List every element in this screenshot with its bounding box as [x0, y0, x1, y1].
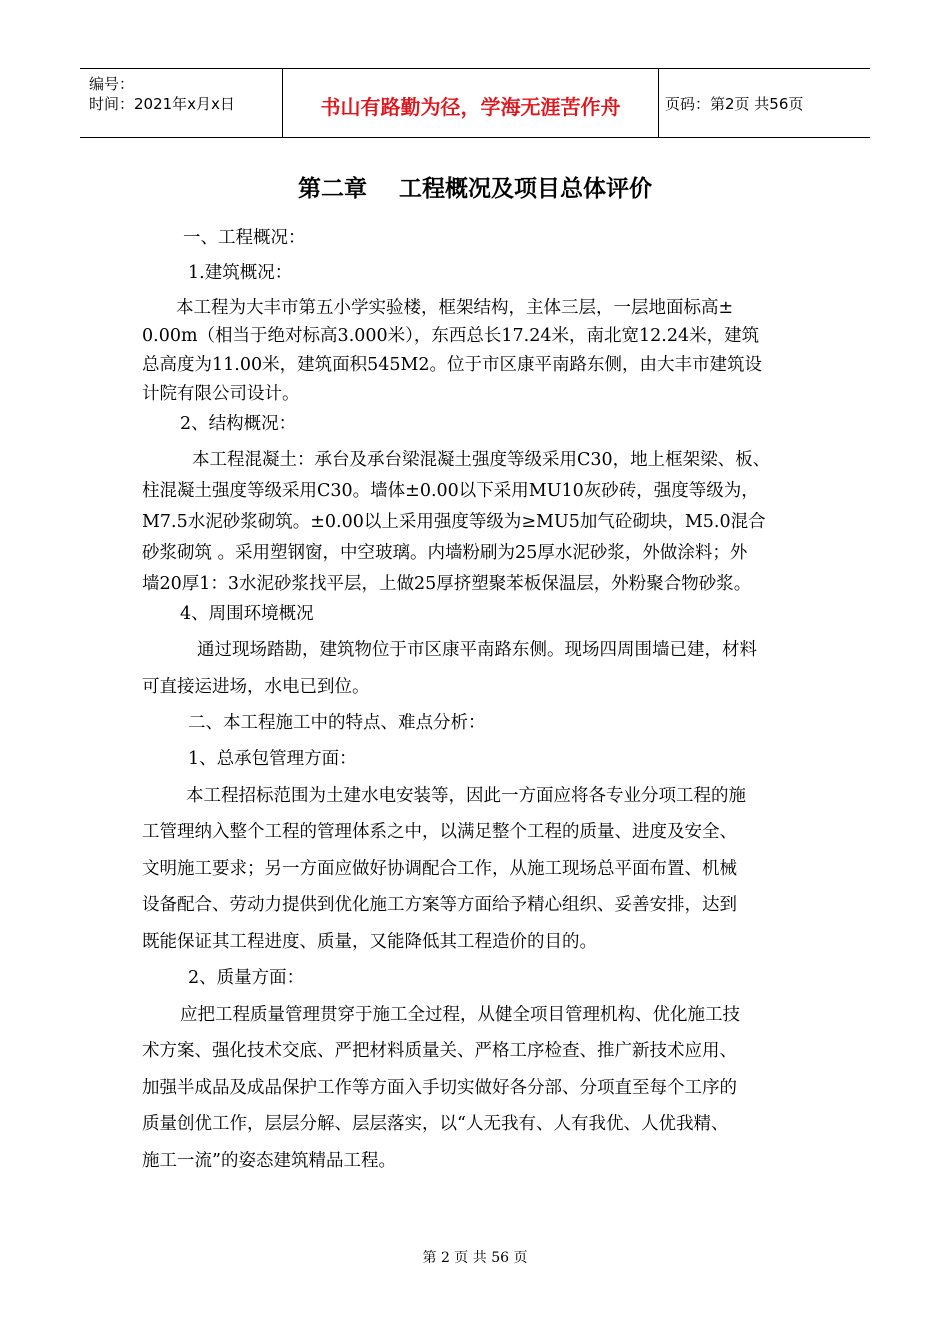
paragraph-line: 本工程招标范围为土建水电安装等，因此一方面应将各专业分项工程的施: [186, 786, 746, 806]
section-heading: 二、本工程施工中的特点、难点分析：: [188, 713, 486, 733]
page-footer: 第 2 页 共 56 页: [422, 1250, 528, 1266]
header-page-info: 页码：第2页 共56页: [665, 95, 804, 113]
subsection-heading: 1、总承包管理方面：: [188, 749, 357, 769]
paragraph-line: 总高度为11.00米，建筑面积545M2。位于市区康平南路东侧，由大丰市建筑设: [142, 355, 763, 375]
subsection-heading: 2、结构概况：: [180, 414, 297, 434]
paragraph-line: 质量创优工作，层层分解、层层落实，以“人无我有、人有我优、人优我精、: [142, 1114, 729, 1134]
paragraph-line: 文明施工要求；另一方面应做好协调配合工作，从施工现场总平面布置、机械: [142, 859, 737, 879]
paragraph-line: 本工程为大丰市第五小学实验楼，框架结构，主体三层，一层地面标高±: [176, 298, 734, 318]
header-motto-cell: [283, 69, 659, 137]
header-meta: [80, 69, 283, 137]
paragraph-line: 计院有限公司设计。: [142, 384, 300, 404]
subsection-heading: 4、周围环境概况: [180, 604, 314, 624]
paragraph-line: M7.5水泥砂浆砌筑。±0.00以上采用强度等级为≥MU5加气砼砌块，M5.0混合: [142, 512, 766, 532]
section-heading: 一、工程概况：: [183, 228, 306, 248]
subsection-heading: 2、质量方面：: [188, 968, 305, 988]
paragraph-line: 加强半成品及成品保护工作等方面入手切实做好各分部、分项直至每个工序的: [142, 1078, 737, 1098]
chapter-title: 第二章 工程概况及项目总体评价: [297, 176, 653, 202]
paragraph-line: 应把工程质量管理贯穿于施工全过程，从健全项目管理机构、优化施工技: [180, 1005, 740, 1025]
paragraph-line: 砂浆砌筑 。采用塑钢窗，中空玻璃。内墙粉刷为25厚水泥砂浆，外做涂料；外: [142, 543, 748, 563]
page-header: [80, 68, 870, 138]
paragraph-line: 柱混凝土强度等级采用C30。墙体±0.00以下采用MU10灰砂砖，强度等级为，: [142, 481, 759, 501]
paragraph-line: 0.00m（相当于绝对标高3.000米），东西总长17.24米，南北宽12.24米，建筑: [142, 326, 760, 346]
header-motto: 书山有路勤为径，学海无涯苦作舟: [320, 95, 621, 119]
paragraph-line: 通过现场踏勘，建筑物位于市区康平南路东侧。现场四周围墙已建，材料: [197, 640, 757, 660]
subsection-heading: 1.建筑概况：: [188, 263, 293, 283]
header-page-cell: [659, 69, 870, 137]
paragraph-line: 可直接运进场，水电已到位。: [142, 677, 370, 697]
paragraph-line: 工管理纳入整个工程的管理体系之中，以满足整个工程的质量、进度及安全、: [142, 822, 737, 842]
paragraph-line: 施工一流”的姿态建筑精品工程。: [142, 1151, 396, 1171]
document-number-label: 编号：: [89, 75, 135, 93]
paragraph-line: 本工程混凝土：承台及承台梁混凝土强度等级采用C30，地上框架梁、板、: [192, 450, 771, 470]
paragraph-line: 术方案、强化技术交底、严把材料质量关、严格工序检查、推广新技术应用、: [142, 1041, 737, 1061]
paragraph-line: 墙20厚1：3水泥砂浆找平层，上做25厚挤塑聚苯板保温层，外粉聚合物砂浆。: [142, 574, 752, 594]
paragraph-line: 设备配合、劳动力提供到优化施工方案等方面给予精心组织、妥善安排，达到: [142, 895, 737, 915]
paragraph-line: 既能保证其工程进度、质量，又能降低其工程造价的目的。: [142, 932, 597, 952]
document-date: 时间：2021年x月x日: [89, 95, 235, 113]
